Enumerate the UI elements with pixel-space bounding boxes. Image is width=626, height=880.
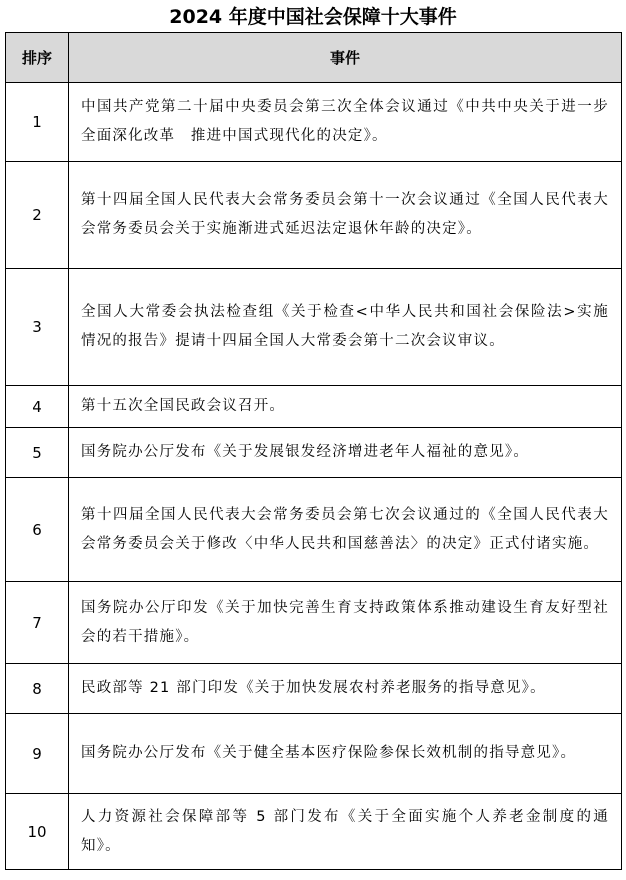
page-title: 2024 年度中国社会保障十大事件 [169,6,457,28]
event-cell: 全国人大常委会执法检查组《关于检查<中华人民共和国社会保险法>实施情况的报告》提请十四届全国人大常委会第十二次会议审议。 [69,269,622,386]
rank-cell: 2 [6,162,69,269]
table-row [6,582,622,664]
event-cell: 国务院办公厅印发《关于加快完善生育支持政策体系推动建设生育友好型社会的若干措施》。 [69,582,622,664]
table-row [6,428,622,478]
table-row [6,162,622,269]
rank-cell: 9 [6,714,69,794]
table-row [6,664,622,714]
rank-cell: 3 [6,269,69,386]
rank-cell: 10 [6,794,69,870]
table-header-row [6,33,622,83]
event-cell: 第十五次全国民政会议召开。 [69,386,622,428]
event-cell: 人力资源社会保障部等 5 部门发布《关于全面实施个人养老金制度的通知》。 [69,794,622,870]
table-row [6,478,622,582]
event-cell: 第十四届全国人民代表大会常务委员会第十一次会议通过《全国人民代表大会常务委员会关于实施渐进式延迟法定退休年龄的决定》。 [69,162,622,269]
events-table [5,32,622,870]
header-rank: 排序 [6,33,69,83]
rank-cell: 5 [6,428,69,478]
rank-cell: 4 [6,386,69,428]
rank-cell: 8 [6,664,69,714]
table-row [6,386,622,428]
event-cell: 民政部等 21 部门印发《关于加快发展农村养老服务的指导意见》。 [69,664,622,714]
table-row [6,714,622,794]
rank-cell: 7 [6,582,69,664]
rank-cell: 1 [6,83,69,162]
event-cell: 国务院办公厅发布《关于健全基本医疗保险参保长效机制的指导意见》。 [69,714,622,794]
event-cell: 国务院办公厅发布《关于发展银发经济增进老年人福祉的意见》。 [69,428,622,478]
table-row [6,83,622,162]
table-row [6,269,622,386]
event-cell: 中国共产党第二十届中央委员会第三次全体会议通过《中共中央关于进一步全面深化改革 推进中国式现代化的决定》。 [69,83,622,162]
event-cell: 第十四届全国人民代表大会常务委员会第七次会议通过的《全国人民代表大会常务委员会关于修改〈中华人民共和国慈善法〉的决定》正式付诸实施。 [69,478,622,582]
table-row [6,794,622,870]
rank-cell: 6 [6,478,69,582]
header-event: 事件 [69,33,622,83]
